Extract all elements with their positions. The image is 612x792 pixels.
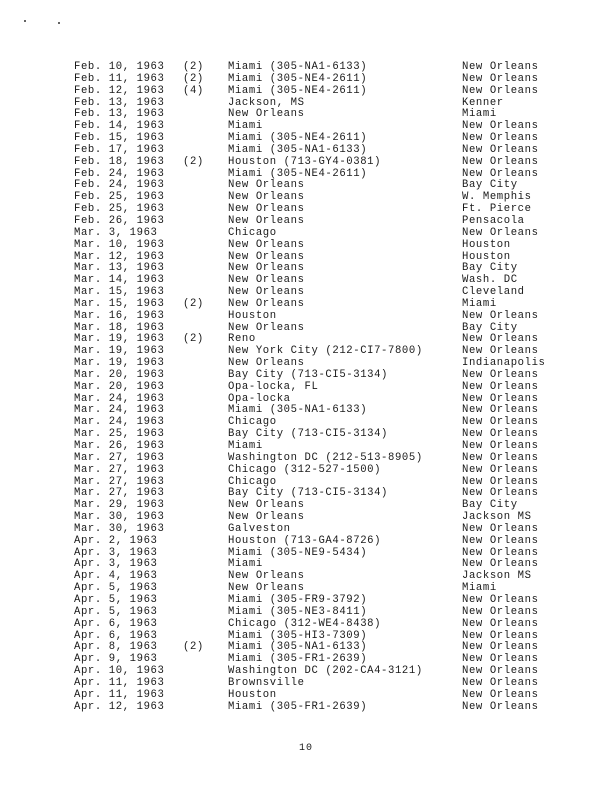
row-to: Bay City — [462, 321, 518, 334]
row-from: New Orleans — [228, 570, 305, 583]
row-from: Miami — [228, 440, 263, 452]
row-from: Miami (305-NE9-5434) — [228, 546, 368, 559]
row-date: Feb. 25, 1963 — [74, 191, 165, 204]
row-date: Apr. 6, 1963 — [74, 629, 158, 642]
row-date: Mar. 3, 1963 — [74, 226, 158, 239]
row-from: Miami (305-FR9-3792) — [228, 593, 368, 606]
table-row — [0, 240, 612, 252]
row-to: New Orleans — [462, 463, 539, 476]
row-date: Mar. 12, 1963 — [74, 250, 165, 263]
row-date: Apr. 10, 1963 — [74, 665, 165, 678]
row-to: New Orleans — [462, 132, 539, 145]
row-to: New Orleans — [462, 167, 539, 180]
row-to: New Orleans — [462, 605, 539, 618]
row-date: Apr. 2, 1963 — [74, 534, 158, 547]
row-count: (2) — [183, 61, 204, 73]
row-from: Houston (713-GA4-8726) — [228, 534, 382, 547]
row-date: Mar. 16, 1963 — [74, 309, 165, 322]
row-date: Apr. 4, 1963 — [74, 570, 158, 583]
table-row — [0, 382, 612, 394]
row-date: Feb. 14, 1963 — [74, 120, 165, 133]
row-from: Miami (305-NA1-6133) — [228, 143, 368, 156]
row-to: New Orleans — [462, 120, 539, 133]
row-to: Indianapolis — [462, 357, 546, 370]
row-to: New Orleans — [462, 617, 539, 630]
row-from: New Orleans — [228, 357, 305, 370]
row-to: New Orleans — [462, 522, 539, 535]
table-row — [0, 524, 612, 536]
row-to: New Orleans — [462, 368, 539, 381]
row-from: Washington DC (202-CA4-3121) — [228, 665, 423, 678]
row-from: New Orleans — [228, 297, 305, 310]
row-to: Miami — [462, 108, 497, 121]
row-to: Kenner — [462, 96, 504, 109]
row-date: Mar. 10, 1963 — [74, 238, 165, 251]
table-row — [0, 74, 612, 86]
row-to: New Orleans — [462, 416, 539, 429]
row-date: Feb. 17, 1963 — [74, 143, 165, 156]
row-from: New Orleans — [228, 214, 305, 227]
row-from: New Orleans — [228, 203, 305, 216]
row-from: Miami (305-NE4-2611) — [228, 84, 368, 97]
row-to: Bay City — [462, 262, 518, 275]
row-from: Chicago (312-WE4-8438) — [228, 617, 382, 630]
row-count: (4) — [183, 84, 204, 97]
row-from: Miami (305-NE4-2611) — [228, 167, 368, 180]
row-from: New Orleans — [228, 274, 305, 287]
row-from: New Orleans — [228, 108, 305, 121]
row-date: Mar. 19, 1963 — [74, 345, 165, 358]
row-to: New Orleans — [462, 593, 539, 606]
row-date: Apr. 5, 1963 — [74, 605, 158, 618]
table-row — [0, 86, 612, 98]
row-to: New Orleans — [462, 676, 539, 689]
row-to: New Orleans — [462, 700, 539, 713]
row-date: Mar. 25, 1963 — [74, 428, 165, 441]
row-date: Apr. 6, 1963 — [74, 617, 158, 630]
row-to: New Orleans — [462, 404, 539, 417]
row-date: Feb. 25, 1963 — [74, 203, 165, 216]
row-to: Miami — [462, 582, 497, 595]
row-date: Mar. 24, 1963 — [74, 416, 165, 429]
table-row — [0, 299, 612, 311]
row-from: Jackson, MS — [228, 96, 305, 109]
row-from: Bay City (713-CI5-3134) — [228, 368, 389, 381]
row-from: New Orleans — [228, 262, 305, 275]
row-date: Mar. 26, 1963 — [74, 440, 165, 452]
row-from: New York City (212-CI7-7800) — [228, 345, 423, 358]
row-date: Apr. 3, 1963 — [74, 546, 158, 559]
row-from: Miami — [228, 120, 263, 133]
row-from: Opa-locka — [228, 392, 291, 405]
row-date: Apr. 5, 1963 — [74, 593, 158, 606]
row-to: New Orleans — [462, 629, 539, 642]
row-date: Mar. 29, 1963 — [74, 499, 165, 512]
row-from: Miami (305-FR1-2639) — [228, 700, 368, 713]
row-from: Houston (713-GY4-0381) — [228, 155, 382, 168]
row-from: Chicago — [228, 226, 277, 239]
row-from: New Orleans — [228, 238, 305, 251]
row-from: Bay City (713-CI5-3134) — [228, 428, 389, 441]
row-date: Mar. 18, 1963 — [74, 321, 165, 334]
row-date: Mar. 13, 1963 — [74, 262, 165, 275]
row-to: Houston — [462, 238, 511, 251]
row-date: Mar. 24, 1963 — [74, 404, 165, 417]
row-from: Miami (305-NA1-6133) — [228, 404, 368, 417]
table-row — [0, 678, 612, 690]
row-from: New Orleans — [228, 499, 305, 512]
row-from: Miami (305-NA1-6133) — [228, 61, 368, 73]
table-row — [0, 228, 612, 240]
row-to: New Orleans — [462, 380, 539, 393]
row-from: Chicago — [228, 416, 277, 429]
row-from: Opa-locka, FL — [228, 380, 319, 393]
row-count: (2) — [183, 641, 204, 654]
table-row — [0, 607, 612, 619]
row-from: Chicago — [228, 475, 277, 488]
row-to: New Orleans — [462, 428, 539, 441]
row-date: Mar. 30, 1963 — [74, 511, 165, 524]
row-date: Mar. 27, 1963 — [74, 463, 165, 476]
row-date: Mar. 14, 1963 — [74, 274, 165, 287]
table-row — [0, 690, 612, 702]
table-row — [0, 702, 612, 714]
row-to: New Orleans — [462, 534, 539, 547]
call-log-table — [0, 62, 612, 713]
row-to: Pensacola — [462, 214, 525, 227]
row-from: Miami (305-NE4-2611) — [228, 132, 368, 145]
row-to: Jackson MS — [462, 511, 532, 524]
row-to: New Orleans — [462, 688, 539, 701]
row-to: New Orleans — [462, 72, 539, 85]
row-from: New Orleans — [228, 582, 305, 595]
row-date: Feb. 26, 1963 — [74, 214, 165, 227]
row-to: Ft. Pierce — [462, 203, 532, 216]
row-to: New Orleans — [462, 155, 539, 168]
row-from: Reno — [228, 333, 256, 346]
scan-specks — [22, 16, 82, 26]
row-from: New Orleans — [228, 321, 305, 334]
row-date: Apr. 5, 1963 — [74, 582, 158, 595]
row-to: New Orleans — [462, 558, 539, 571]
row-date: Apr. 9, 1963 — [74, 653, 158, 666]
row-to: New Orleans — [462, 392, 539, 405]
row-from: Washington DC (212-513-8905) — [228, 451, 423, 464]
row-date: Mar. 27, 1963 — [74, 487, 165, 500]
row-date: Apr. 11, 1963 — [74, 688, 165, 701]
row-date: Mar. 27, 1963 — [74, 475, 165, 488]
row-date: Apr. 3, 1963 — [74, 558, 158, 571]
row-from: Miami (305-NE3-8411) — [228, 605, 368, 618]
row-count: (2) — [183, 155, 204, 168]
page-number: 10 — [298, 743, 313, 754]
row-from: Chicago (312-527-1500) — [228, 463, 382, 476]
row-to: Bay City — [462, 179, 518, 192]
row-date: Feb. 10, 1963 — [74, 61, 165, 73]
row-date: Feb. 18, 1963 — [74, 155, 165, 168]
row-from: Miami (305-HI3-7309) — [228, 629, 368, 642]
row-from: New Orleans — [228, 250, 305, 263]
row-to: New Orleans — [462, 84, 539, 97]
row-from: New Orleans — [228, 179, 305, 192]
table-row — [0, 370, 612, 382]
row-to: New Orleans — [462, 440, 539, 452]
scan-speck — [58, 22, 60, 24]
row-date: Mar. 15, 1963 — [74, 297, 165, 310]
row-to: New Orleans — [462, 487, 539, 500]
row-date: Mar. 30, 1963 — [74, 522, 165, 535]
row-date: Apr. 11, 1963 — [74, 676, 165, 689]
row-date: Feb. 24, 1963 — [74, 167, 165, 180]
row-from: Miami (305-FR1-2639) — [228, 653, 368, 666]
row-from: Miami — [228, 558, 263, 571]
table-row — [0, 311, 612, 323]
row-to: New Orleans — [462, 475, 539, 488]
row-to: New Orleans — [462, 309, 539, 322]
row-to: New Orleans — [462, 345, 539, 358]
row-count: (2) — [183, 333, 204, 346]
row-to: Wash. DC — [462, 274, 518, 287]
table-row — [0, 465, 612, 477]
row-from: Bay City (713-CI5-3134) — [228, 487, 389, 500]
row-date: Mar. 24, 1963 — [74, 392, 165, 405]
row-date: Mar. 19, 1963 — [74, 357, 165, 370]
row-date: Mar. 20, 1963 — [74, 380, 165, 393]
row-to: New Orleans — [462, 333, 539, 346]
row-to: New Orleans — [462, 546, 539, 559]
row-to: W. Memphis — [462, 191, 532, 204]
row-date: Mar. 19, 1963 — [74, 333, 165, 346]
row-date: Feb. 13, 1963 — [74, 96, 165, 109]
row-from: Houston — [228, 309, 277, 322]
row-to: Jackson MS — [462, 570, 532, 583]
row-to: Miami — [462, 297, 497, 310]
row-date: Feb. 15, 1963 — [74, 132, 165, 145]
row-from: Houston — [228, 688, 277, 701]
table-row — [0, 145, 612, 157]
row-from: New Orleans — [228, 286, 305, 299]
row-date: Mar. 20, 1963 — [74, 368, 165, 381]
scan-speck — [24, 20, 26, 22]
row-date: Mar. 15, 1963 — [74, 286, 165, 299]
row-from: New Orleans — [228, 191, 305, 204]
row-to: New Orleans — [462, 61, 539, 73]
row-from: Miami (305-NE4-2611) — [228, 72, 368, 85]
row-date: Apr. 8, 1963 — [74, 641, 158, 654]
row-date: Feb. 13, 1963 — [74, 108, 165, 121]
table-row — [0, 157, 612, 169]
row-to: New Orleans — [462, 665, 539, 678]
table-row — [0, 536, 612, 548]
row-date: Feb. 24, 1963 — [74, 179, 165, 192]
row-to: New Orleans — [462, 451, 539, 464]
row-count: (2) — [183, 72, 204, 85]
row-to: New Orleans — [462, 653, 539, 666]
row-to: Bay City — [462, 499, 518, 512]
row-from: New Orleans — [228, 511, 305, 524]
row-to: New Orleans — [462, 641, 539, 654]
row-to: Houston — [462, 250, 511, 263]
row-to: New Orleans — [462, 226, 539, 239]
row-date: Feb. 12, 1963 — [74, 84, 165, 97]
row-from: Brownsville — [228, 676, 305, 689]
row-from: Galveston — [228, 522, 291, 535]
row-from: Miami (305-NA1-6133) — [228, 641, 368, 654]
row-date: Feb. 11, 1963 — [74, 72, 165, 85]
row-to: Cleveland — [462, 286, 525, 299]
row-to: New Orleans — [462, 143, 539, 156]
row-date: Apr. 12, 1963 — [74, 700, 165, 713]
table-row — [0, 619, 612, 631]
row-date: Mar. 27, 1963 — [74, 451, 165, 464]
row-count: (2) — [183, 297, 204, 310]
table-row — [0, 453, 612, 465]
